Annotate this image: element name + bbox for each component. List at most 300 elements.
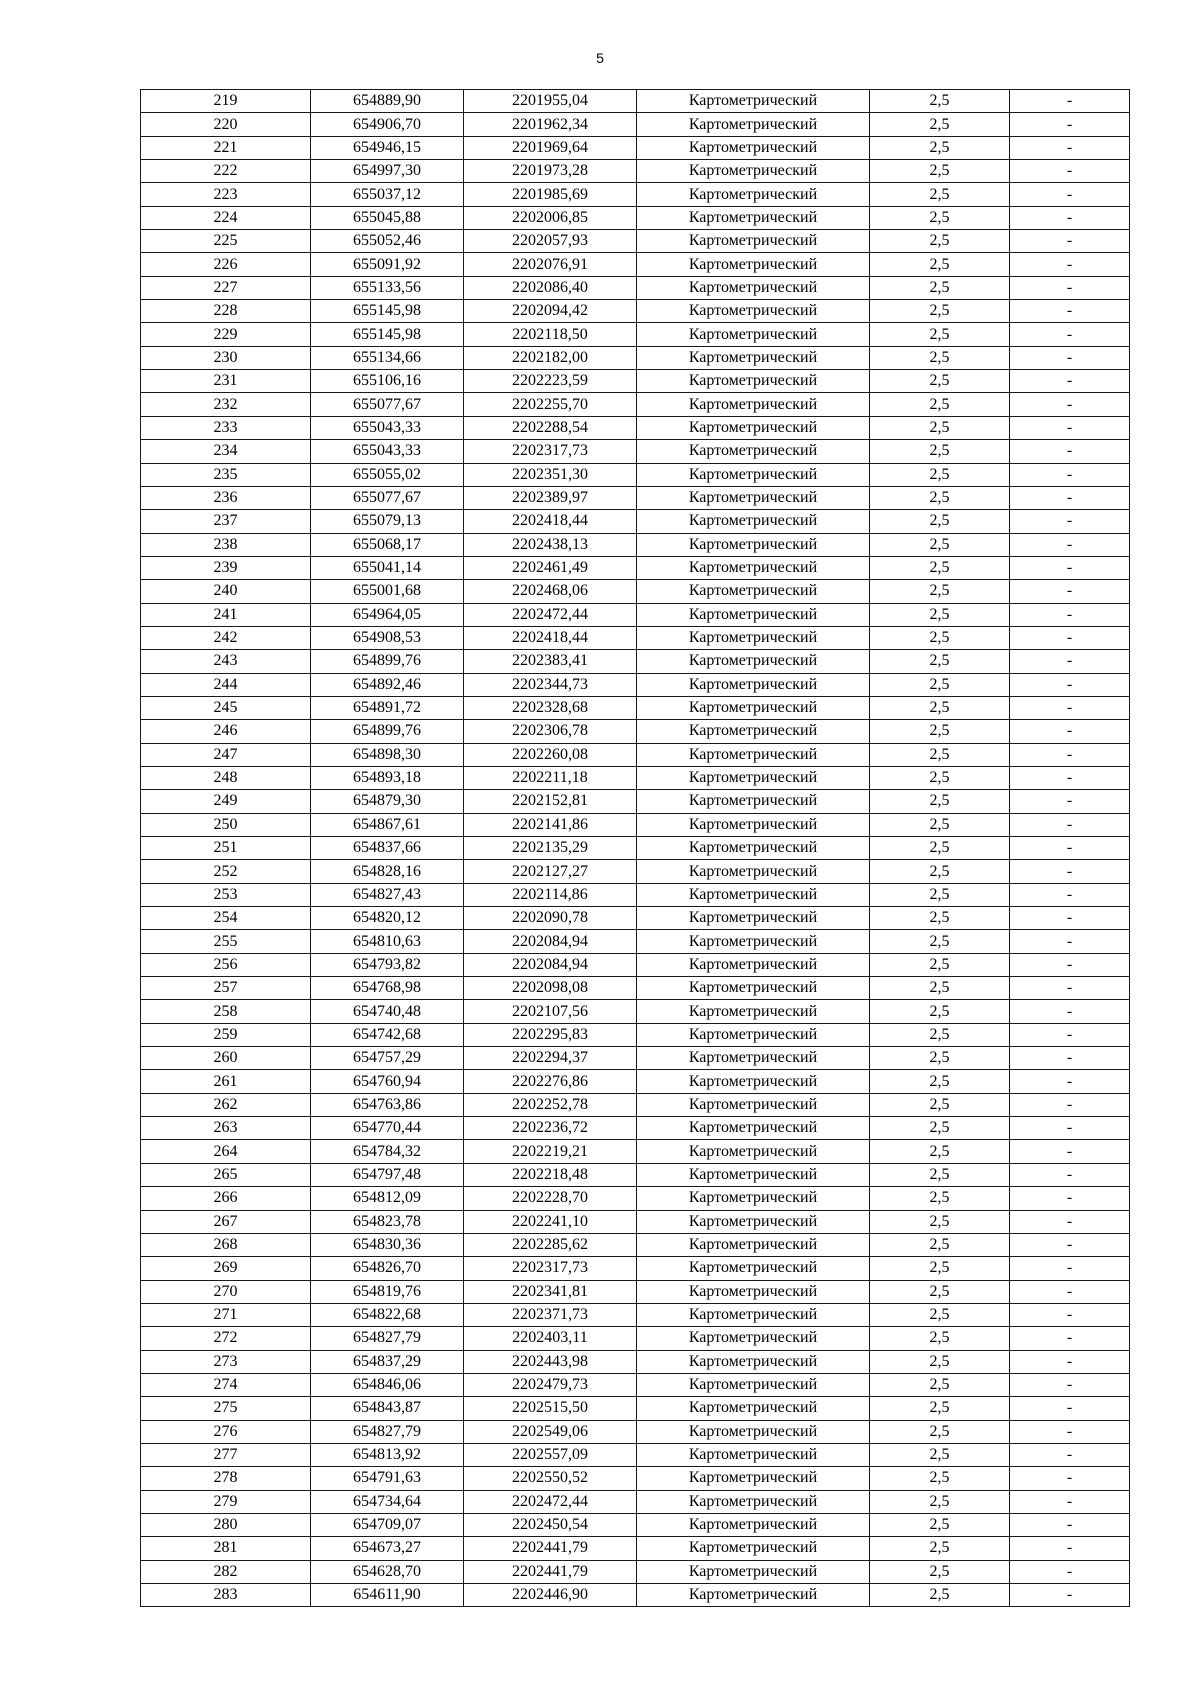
table-row: [141, 860, 1130, 883]
point-number-cell: 274: [141, 1373, 311, 1396]
point-number-cell: 278: [141, 1467, 311, 1490]
description-cell: -: [1010, 160, 1130, 183]
point-number-cell: 220: [141, 113, 311, 136]
description-cell: -: [1010, 1163, 1130, 1186]
point-number-cell: 242: [141, 626, 311, 649]
table-row: [141, 463, 1130, 486]
accuracy-cell: 2,5: [870, 1560, 1010, 1583]
accuracy-cell: 2,5: [870, 743, 1010, 766]
point-number-cell: 234: [141, 440, 311, 463]
description-cell: -: [1010, 883, 1130, 906]
accuracy-cell: 2,5: [870, 1397, 1010, 1420]
accuracy-cell: 2,5: [870, 813, 1010, 836]
table-row: [141, 136, 1130, 159]
x-coordinate-cell: 654837,66: [311, 837, 464, 860]
table-row: [141, 1560, 1130, 1583]
method-cell: Картометрический: [637, 1257, 870, 1280]
y-coordinate-cell: 2202107,56: [464, 1000, 637, 1023]
y-coordinate-cell: 2201962,34: [464, 113, 637, 136]
accuracy-cell: 2,5: [870, 1117, 1010, 1140]
description-cell: -: [1010, 393, 1130, 416]
description-cell: -: [1010, 1560, 1130, 1583]
point-number-cell: 222: [141, 160, 311, 183]
accuracy-cell: 2,5: [870, 323, 1010, 346]
x-coordinate-cell: 654763,86: [311, 1093, 464, 1116]
description-cell: -: [1010, 1467, 1130, 1490]
table-row: [141, 230, 1130, 253]
x-coordinate-cell: 655041,14: [311, 556, 464, 579]
y-coordinate-cell: 2202219,21: [464, 1140, 637, 1163]
description-cell: -: [1010, 1280, 1130, 1303]
accuracy-cell: 2,5: [870, 1023, 1010, 1046]
method-cell: Картометрический: [637, 766, 870, 789]
y-coordinate-cell: 2202255,70: [464, 393, 637, 416]
accuracy-cell: 2,5: [870, 1070, 1010, 1093]
method-cell: Картометрический: [637, 1350, 870, 1373]
method-cell: Картометрический: [637, 370, 870, 393]
method-cell: Картометрический: [637, 136, 870, 159]
description-cell: -: [1010, 416, 1130, 439]
y-coordinate-cell: 2201969,64: [464, 136, 637, 159]
method-cell: Картометрический: [637, 977, 870, 1000]
description-cell: -: [1010, 1350, 1130, 1373]
accuracy-cell: 2,5: [870, 860, 1010, 883]
y-coordinate-cell: 2202344,73: [464, 673, 637, 696]
point-number-cell: 225: [141, 230, 311, 253]
accuracy-cell: 2,5: [870, 673, 1010, 696]
y-coordinate-cell: 2202236,72: [464, 1117, 637, 1140]
description-cell: -: [1010, 696, 1130, 719]
y-coordinate-cell: 2202371,73: [464, 1303, 637, 1326]
point-number-cell: 251: [141, 837, 311, 860]
accuracy-cell: 2,5: [870, 837, 1010, 860]
table-row: [141, 907, 1130, 930]
description-cell: -: [1010, 323, 1130, 346]
point-number-cell: 256: [141, 953, 311, 976]
y-coordinate-cell: 2202135,29: [464, 837, 637, 860]
accuracy-cell: 2,5: [870, 1280, 1010, 1303]
description-cell: -: [1010, 813, 1130, 836]
accuracy-cell: 2,5: [870, 510, 1010, 533]
point-number-cell: 277: [141, 1443, 311, 1466]
y-coordinate-cell: 2202446,90: [464, 1584, 637, 1607]
x-coordinate-cell: 655106,16: [311, 370, 464, 393]
y-coordinate-cell: 2202094,42: [464, 300, 637, 323]
point-number-cell: 273: [141, 1350, 311, 1373]
x-coordinate-cell: 654812,09: [311, 1187, 464, 1210]
x-coordinate-cell: 654827,79: [311, 1420, 464, 1443]
description-cell: -: [1010, 977, 1130, 1000]
x-coordinate-cell: 654820,12: [311, 907, 464, 930]
table-row: [141, 113, 1130, 136]
page-number: 5: [596, 50, 604, 66]
x-coordinate-cell: 654734,64: [311, 1490, 464, 1513]
description-cell: -: [1010, 510, 1130, 533]
point-number-cell: 221: [141, 136, 311, 159]
point-number-cell: 252: [141, 860, 311, 883]
description-cell: -: [1010, 790, 1130, 813]
point-number-cell: 276: [141, 1420, 311, 1443]
point-number-cell: 226: [141, 253, 311, 276]
accuracy-cell: 2,5: [870, 766, 1010, 789]
table-row: [141, 1303, 1130, 1326]
accuracy-cell: 2,5: [870, 977, 1010, 1000]
y-coordinate-cell: 2201973,28: [464, 160, 637, 183]
x-coordinate-cell: 654760,94: [311, 1070, 464, 1093]
method-cell: Картометрический: [637, 1070, 870, 1093]
table-row: [141, 930, 1130, 953]
description-cell: -: [1010, 1303, 1130, 1326]
accuracy-cell: 2,5: [870, 276, 1010, 299]
accuracy-cell: 2,5: [870, 1233, 1010, 1256]
y-coordinate-cell: 2202295,83: [464, 1023, 637, 1046]
table-row: [141, 720, 1130, 743]
y-coordinate-cell: 2202276,86: [464, 1070, 637, 1093]
x-coordinate-cell: 654813,92: [311, 1443, 464, 1466]
point-number-cell: 236: [141, 486, 311, 509]
method-cell: Картометрический: [637, 650, 870, 673]
description-cell: -: [1010, 837, 1130, 860]
table-row: [141, 1140, 1130, 1163]
y-coordinate-cell: 2202438,13: [464, 533, 637, 556]
description-cell: -: [1010, 230, 1130, 253]
point-number-cell: 271: [141, 1303, 311, 1326]
description-cell: -: [1010, 1373, 1130, 1396]
y-coordinate-cell: 2202351,30: [464, 463, 637, 486]
point-number-cell: 238: [141, 533, 311, 556]
description-cell: -: [1010, 1537, 1130, 1560]
accuracy-cell: 2,5: [870, 1513, 1010, 1536]
accuracy-cell: 2,5: [870, 1467, 1010, 1490]
y-coordinate-cell: 2202557,09: [464, 1443, 637, 1466]
y-coordinate-cell: 2202549,06: [464, 1420, 637, 1443]
accuracy-cell: 2,5: [870, 300, 1010, 323]
point-number-cell: 272: [141, 1327, 311, 1350]
accuracy-cell: 2,5: [870, 930, 1010, 953]
y-coordinate-cell: 2202550,52: [464, 1467, 637, 1490]
method-cell: Картометрический: [637, 393, 870, 416]
x-coordinate-cell: 655077,67: [311, 393, 464, 416]
method-cell: Картометрический: [637, 276, 870, 299]
x-coordinate-cell: 654828,16: [311, 860, 464, 883]
table-body: [141, 90, 1130, 1607]
x-coordinate-cell: 654946,15: [311, 136, 464, 159]
table-row: [141, 323, 1130, 346]
accuracy-cell: 2,5: [870, 253, 1010, 276]
table-row: [141, 1280, 1130, 1303]
point-number-cell: 219: [141, 90, 311, 113]
description-cell: -: [1010, 183, 1130, 206]
description-cell: -: [1010, 1397, 1130, 1420]
accuracy-cell: 2,5: [870, 113, 1010, 136]
point-number-cell: 282: [141, 1560, 311, 1583]
accuracy-cell: 2,5: [870, 1140, 1010, 1163]
description-cell: -: [1010, 1210, 1130, 1233]
method-cell: Картометрический: [637, 743, 870, 766]
y-coordinate-cell: 2202223,59: [464, 370, 637, 393]
x-coordinate-cell: 655045,88: [311, 206, 464, 229]
y-coordinate-cell: 2202152,81: [464, 790, 637, 813]
accuracy-cell: 2,5: [870, 580, 1010, 603]
method-cell: Картометрический: [637, 813, 870, 836]
point-number-cell: 237: [141, 510, 311, 533]
accuracy-cell: 2,5: [870, 1537, 1010, 1560]
accuracy-cell: 2,5: [870, 907, 1010, 930]
accuracy-cell: 2,5: [870, 463, 1010, 486]
method-cell: Картометрический: [637, 626, 870, 649]
description-cell: -: [1010, 603, 1130, 626]
x-coordinate-cell: 654822,68: [311, 1303, 464, 1326]
point-number-cell: 257: [141, 977, 311, 1000]
table-row: [141, 1513, 1130, 1536]
x-coordinate-cell: 655043,33: [311, 440, 464, 463]
table-row: [141, 790, 1130, 813]
x-coordinate-cell: 654819,76: [311, 1280, 464, 1303]
table-row: [141, 440, 1130, 463]
y-coordinate-cell: 2202389,97: [464, 486, 637, 509]
accuracy-cell: 2,5: [870, 1093, 1010, 1116]
y-coordinate-cell: 2202211,18: [464, 766, 637, 789]
method-cell: Картометрический: [637, 440, 870, 463]
description-cell: -: [1010, 673, 1130, 696]
description-cell: -: [1010, 743, 1130, 766]
y-coordinate-cell: 2202479,73: [464, 1373, 637, 1396]
table-row: [141, 1000, 1130, 1023]
method-cell: Картометрический: [637, 953, 870, 976]
y-coordinate-cell: 2202443,98: [464, 1350, 637, 1373]
y-coordinate-cell: 2202241,10: [464, 1210, 637, 1233]
x-coordinate-cell: 654892,46: [311, 673, 464, 696]
method-cell: Картометрический: [637, 1047, 870, 1070]
x-coordinate-cell: 654827,79: [311, 1327, 464, 1350]
description-cell: -: [1010, 1257, 1130, 1280]
description-cell: -: [1010, 766, 1130, 789]
point-number-cell: 259: [141, 1023, 311, 1046]
method-cell: Картометрический: [637, 533, 870, 556]
y-coordinate-cell: 2202288,54: [464, 416, 637, 439]
table-row: [141, 1117, 1130, 1140]
point-number-cell: 231: [141, 370, 311, 393]
description-cell: -: [1010, 1584, 1130, 1607]
y-coordinate-cell: 2202141,86: [464, 813, 637, 836]
y-coordinate-cell: 2202006,85: [464, 206, 637, 229]
description-cell: -: [1010, 1117, 1130, 1140]
accuracy-cell: 2,5: [870, 1350, 1010, 1373]
y-coordinate-cell: 2202084,94: [464, 930, 637, 953]
table-row: [141, 1233, 1130, 1256]
y-coordinate-cell: 2202441,79: [464, 1560, 637, 1583]
method-cell: Картометрический: [637, 696, 870, 719]
y-coordinate-cell: 2202418,44: [464, 510, 637, 533]
x-coordinate-cell: 654768,98: [311, 977, 464, 1000]
y-coordinate-cell: 2202228,70: [464, 1187, 637, 1210]
x-coordinate-cell: 654893,18: [311, 766, 464, 789]
description-cell: -: [1010, 1000, 1130, 1023]
table-row: [141, 1373, 1130, 1396]
table-row: [141, 603, 1130, 626]
x-coordinate-cell: 655001,68: [311, 580, 464, 603]
point-number-cell: 247: [141, 743, 311, 766]
description-cell: -: [1010, 1023, 1130, 1046]
accuracy-cell: 2,5: [870, 650, 1010, 673]
y-coordinate-cell: 2202114,86: [464, 883, 637, 906]
point-number-cell: 250: [141, 813, 311, 836]
table-row: [141, 1187, 1130, 1210]
table-row: [141, 276, 1130, 299]
point-number-cell: 235: [141, 463, 311, 486]
point-number-cell: 243: [141, 650, 311, 673]
accuracy-cell: 2,5: [870, 230, 1010, 253]
method-cell: Картометрический: [637, 416, 870, 439]
method-cell: Картометрический: [637, 1420, 870, 1443]
x-coordinate-cell: 654827,43: [311, 883, 464, 906]
y-coordinate-cell: 2202260,08: [464, 743, 637, 766]
table-row: [141, 90, 1130, 113]
description-cell: -: [1010, 486, 1130, 509]
point-number-cell: 265: [141, 1163, 311, 1186]
accuracy-cell: 2,5: [870, 393, 1010, 416]
accuracy-cell: 2,5: [870, 1047, 1010, 1070]
x-coordinate-cell: 654757,29: [311, 1047, 464, 1070]
table-row: [141, 1537, 1130, 1560]
table-row: [141, 953, 1130, 976]
method-cell: Картометрический: [637, 230, 870, 253]
accuracy-cell: 2,5: [870, 160, 1010, 183]
x-coordinate-cell: 654867,61: [311, 813, 464, 836]
table-row: [141, 1350, 1130, 1373]
accuracy-cell: 2,5: [870, 1210, 1010, 1233]
method-cell: Картометрический: [637, 1373, 870, 1396]
description-cell: -: [1010, 440, 1130, 463]
y-coordinate-cell: 2202515,50: [464, 1397, 637, 1420]
y-coordinate-cell: 2202418,44: [464, 626, 637, 649]
point-number-cell: 258: [141, 1000, 311, 1023]
description-cell: -: [1010, 113, 1130, 136]
table-row: [141, 977, 1130, 1000]
y-coordinate-cell: 2202076,91: [464, 253, 637, 276]
table-row: [141, 1047, 1130, 1070]
point-number-cell: 263: [141, 1117, 311, 1140]
x-coordinate-cell: 654793,82: [311, 953, 464, 976]
accuracy-cell: 2,5: [870, 370, 1010, 393]
accuracy-cell: 2,5: [870, 790, 1010, 813]
point-number-cell: 270: [141, 1280, 311, 1303]
accuracy-cell: 2,5: [870, 440, 1010, 463]
table-row: [141, 743, 1130, 766]
x-coordinate-cell: 655133,56: [311, 276, 464, 299]
x-coordinate-cell: 655052,46: [311, 230, 464, 253]
point-number-cell: 254: [141, 907, 311, 930]
accuracy-cell: 2,5: [870, 346, 1010, 369]
accuracy-cell: 2,5: [870, 533, 1010, 556]
table-row: [141, 673, 1130, 696]
table-row: [141, 393, 1130, 416]
x-coordinate-cell: 655145,98: [311, 323, 464, 346]
accuracy-cell: 2,5: [870, 1327, 1010, 1350]
table-row: [141, 1093, 1130, 1116]
x-coordinate-cell: 655043,33: [311, 416, 464, 439]
description-cell: -: [1010, 1490, 1130, 1513]
accuracy-cell: 2,5: [870, 626, 1010, 649]
y-coordinate-cell: 2202468,06: [464, 580, 637, 603]
x-coordinate-cell: 654879,30: [311, 790, 464, 813]
x-coordinate-cell: 655145,98: [311, 300, 464, 323]
point-number-cell: 233: [141, 416, 311, 439]
point-number-cell: 229: [141, 323, 311, 346]
method-cell: Картометрический: [637, 1187, 870, 1210]
y-coordinate-cell: 2202317,73: [464, 440, 637, 463]
table-row: [141, 1467, 1130, 1490]
point-number-cell: 267: [141, 1210, 311, 1233]
table-row: [141, 883, 1130, 906]
table-row: [141, 533, 1130, 556]
y-coordinate-cell: 2202057,93: [464, 230, 637, 253]
point-number-cell: 268: [141, 1233, 311, 1256]
method-cell: Картометрический: [637, 510, 870, 533]
table-row: [141, 300, 1130, 323]
table-row: [141, 416, 1130, 439]
x-coordinate-cell: 654770,44: [311, 1117, 464, 1140]
y-coordinate-cell: 2202218,48: [464, 1163, 637, 1186]
method-cell: Картометрический: [637, 556, 870, 579]
table-row: [141, 1443, 1130, 1466]
accuracy-cell: 2,5: [870, 696, 1010, 719]
x-coordinate-cell: 654628,70: [311, 1560, 464, 1583]
x-coordinate-cell: 655079,13: [311, 510, 464, 533]
x-coordinate-cell: 654908,53: [311, 626, 464, 649]
point-number-cell: 260: [141, 1047, 311, 1070]
accuracy-cell: 2,5: [870, 1584, 1010, 1607]
accuracy-cell: 2,5: [870, 720, 1010, 743]
table-row: [141, 486, 1130, 509]
method-cell: Картометрический: [637, 1443, 870, 1466]
method-cell: Картометрический: [637, 346, 870, 369]
point-number-cell: 240: [141, 580, 311, 603]
method-cell: Картометрический: [637, 1327, 870, 1350]
method-cell: Картометрический: [637, 1467, 870, 1490]
description-cell: -: [1010, 1047, 1130, 1070]
point-number-cell: 253: [141, 883, 311, 906]
method-cell: Картометрический: [637, 1303, 870, 1326]
table-row: [141, 1257, 1130, 1280]
accuracy-cell: 2,5: [870, 1443, 1010, 1466]
method-cell: Картометрический: [637, 1513, 870, 1536]
point-number-cell: 241: [141, 603, 311, 626]
y-coordinate-cell: 2202127,27: [464, 860, 637, 883]
coordinates-table: [140, 89, 1130, 1607]
point-number-cell: 280: [141, 1513, 311, 1536]
method-cell: Картометрический: [637, 1000, 870, 1023]
y-coordinate-cell: 2202383,41: [464, 650, 637, 673]
y-coordinate-cell: 2202317,73: [464, 1257, 637, 1280]
method-cell: Картометрический: [637, 1233, 870, 1256]
description-cell: -: [1010, 720, 1130, 743]
y-coordinate-cell: 2202306,78: [464, 720, 637, 743]
method-cell: Картометрический: [637, 673, 870, 696]
x-coordinate-cell: 654784,32: [311, 1140, 464, 1163]
y-coordinate-cell: 2202472,44: [464, 603, 637, 626]
method-cell: Картометрический: [637, 300, 870, 323]
description-cell: -: [1010, 1327, 1130, 1350]
x-coordinate-cell: 654742,68: [311, 1023, 464, 1046]
table-row: [141, 206, 1130, 229]
method-cell: Картометрический: [637, 323, 870, 346]
x-coordinate-cell: 654611,90: [311, 1584, 464, 1607]
description-cell: -: [1010, 1513, 1130, 1536]
table-row: [141, 253, 1130, 276]
description-cell: -: [1010, 253, 1130, 276]
table-row: [141, 837, 1130, 860]
